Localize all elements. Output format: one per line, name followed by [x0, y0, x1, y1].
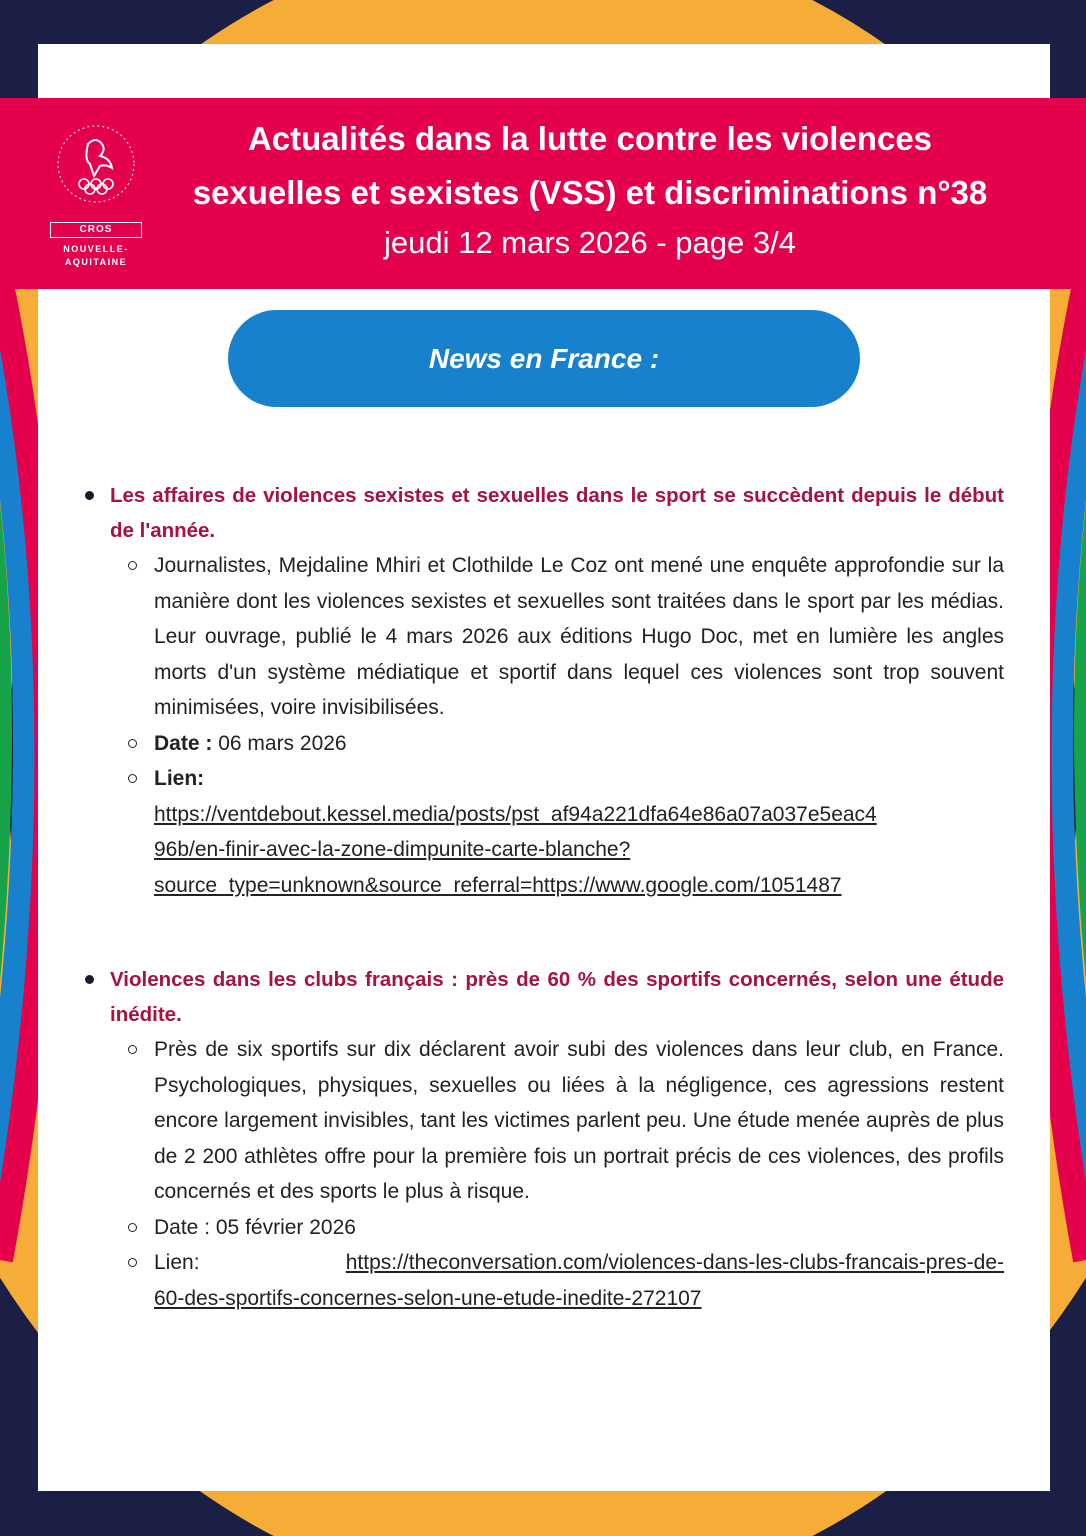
news-summary-text: Journalistes, Mejdaline Mhiri et Clothilde Le Coz ont mené une enquête approfondie sur la manière dont les violences sexistes et sexuelles sont traitées dans le sport par les médias. Leur ouvrage, publié le 4 mars 2026 aux éditions Hugo Doc, met en lumière les angles morts d'un système médiatique et sportif dans lequel ces violences sont trop souvent minimisées, voire invisibilisées. — [154, 554, 1004, 719]
link-label: Lien: — [154, 1251, 200, 1274]
cros-logo — [48, 118, 144, 270]
date-label: Date : — [154, 731, 213, 755]
article-link-line2[interactable]: 96b/en-finir-avec-la-zone-dimpunite-carte-blanche? — [154, 838, 631, 861]
page-title-line1: Actualités dans la lutte contre les violences — [247, 120, 933, 157]
circle-bullet-icon — [128, 1223, 137, 1232]
news-item — [84, 478, 1004, 903]
circle-bullet-icon — [128, 1258, 137, 1267]
date-value: 05 février 2026 — [215, 1215, 356, 1239]
news-item — [84, 962, 1004, 1316]
news-title: Violences dans les clubs français : près de 60 % des sportifs concernés, selon une étude inédite. — [110, 968, 1004, 1026]
article-link-line2[interactable]: 60-des-sportifs-concernes-selon-une-etude-inedite-272107 — [154, 1286, 702, 1310]
header-banner — [0, 98, 1086, 289]
news-date — [110, 726, 1004, 762]
news-date — [110, 1210, 1004, 1246]
page-title-line2: sexuelles et sexistes (VSS) et discriminations n°38 — [192, 174, 988, 211]
logo-cros-box: CROS — [50, 222, 142, 238]
news-title: Les affaires de violences sexistes et sexuelles dans le sport se succèdent depuis le début de l'année. — [110, 484, 1004, 542]
article-link-line1[interactable]: https://theconversation.com/violences-dans-les-clubs-francais-pres-de- — [345, 1251, 1004, 1274]
news-link — [110, 1245, 1004, 1316]
logo-line2: AQUITAINE — [64, 257, 128, 267]
article-link-line1[interactable]: https://ventdebout.kessel.media/posts/pst_af94a221dfa64e86a07a037e5eac4 — [154, 802, 877, 826]
bullet-icon — [85, 491, 94, 500]
section-heading: News en France : — [228, 310, 860, 407]
logo-line1: NOUVELLE- — [63, 244, 129, 254]
news-summary — [110, 548, 1004, 726]
rooster-rings-icon — [48, 118, 144, 218]
link-label: Lien: — [154, 767, 205, 790]
date-value: 06 mars 2026 — [218, 731, 347, 755]
article-link-line3[interactable]: source_type=unknown&source_referral=https://www.google.com/1051487 — [154, 873, 842, 897]
page-subtitle: jeudi 12 mars 2026 - page 3/4 — [384, 225, 796, 260]
news-list — [84, 478, 1004, 1316]
circle-bullet-icon — [128, 561, 137, 570]
news-summary-text: Près de six sportifs sur dix déclarent avoir subi des violences dans leur club, en France. Psychologiques, physiques, sexuelles ou liées à la négligence, ces agressions restent encore largement invisibles, tant les victimes parlent peu. Une étude menée auprès de plus de 2 200 athlètes offre pour la première fois un portrait précis de ces violences, des profils concernés et des sports le plus à risque. — [154, 1038, 1004, 1203]
bullet-icon — [85, 975, 94, 984]
circle-bullet-icon — [128, 1045, 137, 1054]
news-link — [110, 761, 1004, 903]
circle-bullet-icon — [128, 774, 137, 783]
date-label: Date : — [154, 1215, 211, 1239]
news-summary — [110, 1032, 1004, 1210]
circle-bullet-icon — [128, 739, 137, 748]
link-row — [154, 1245, 1004, 1281]
